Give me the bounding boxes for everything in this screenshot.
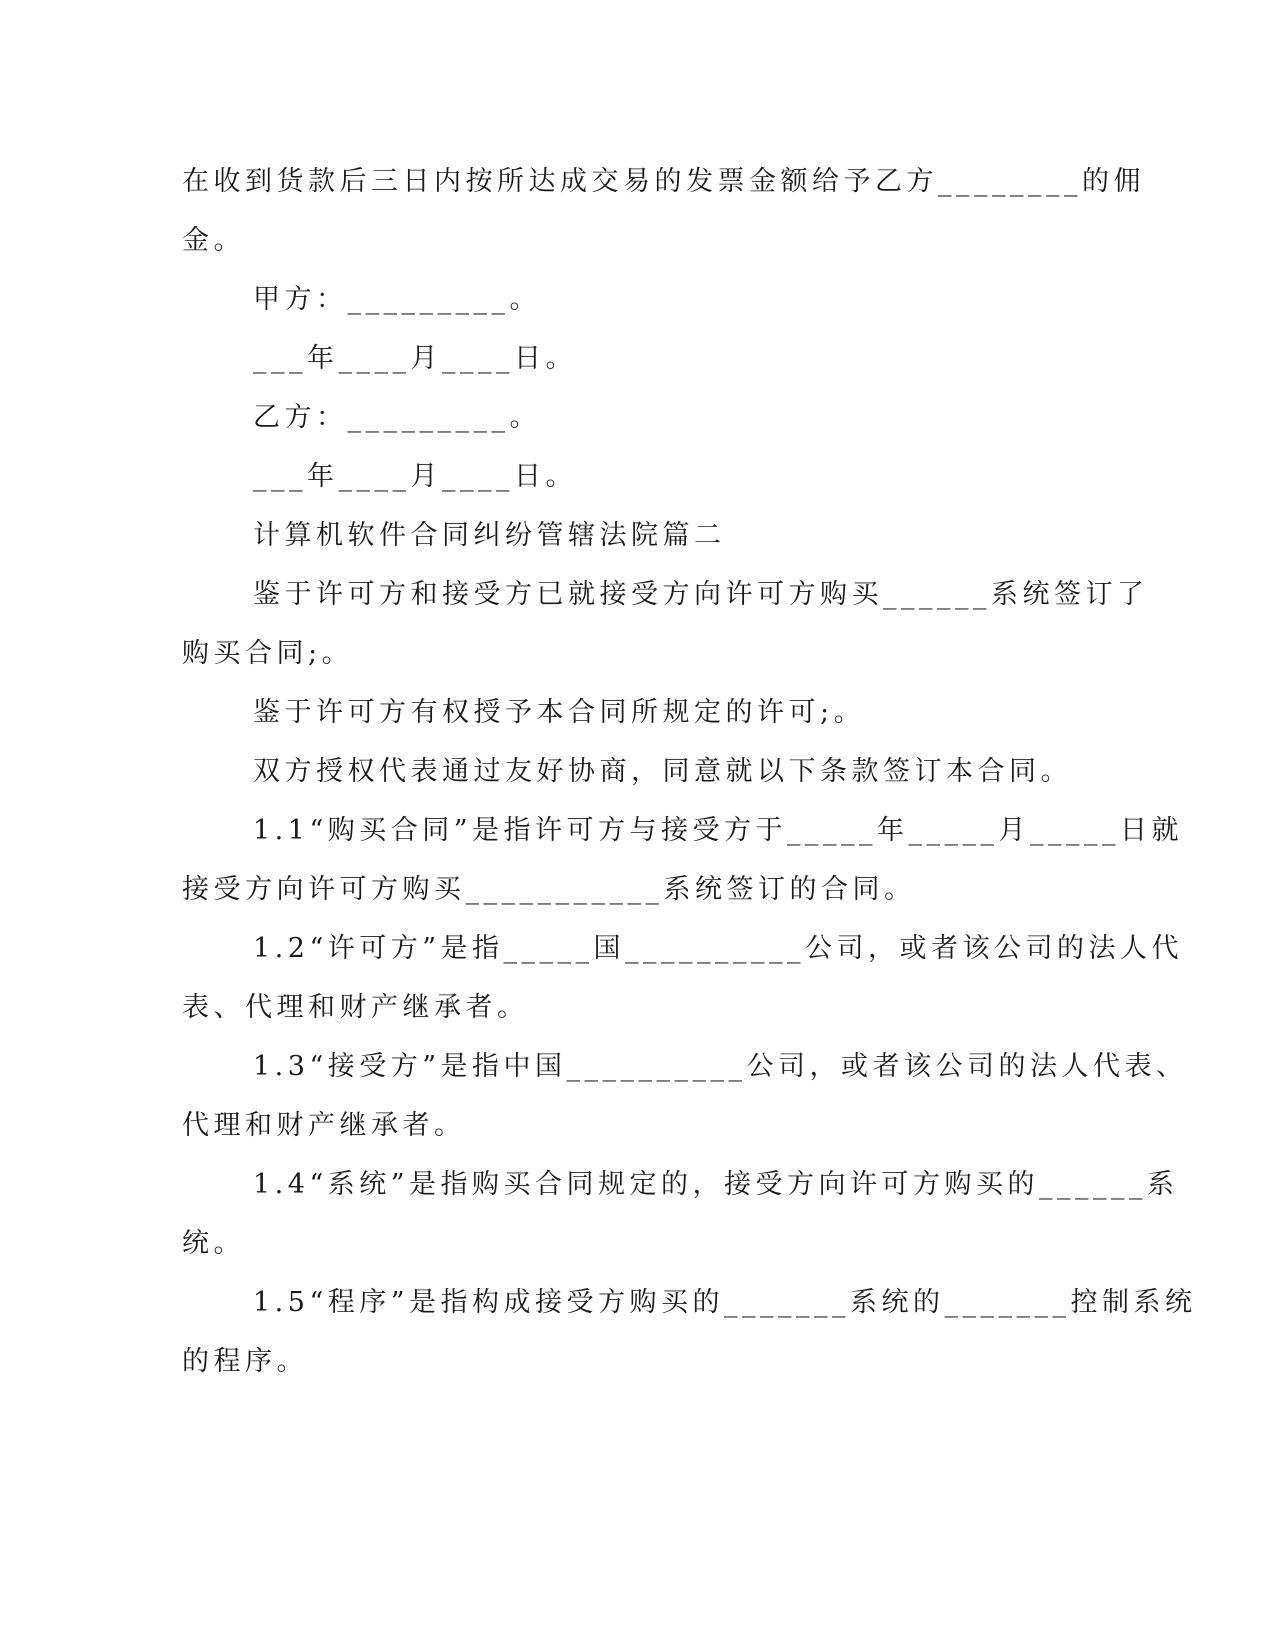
clause-1-1: 1.1“购买合同”是指许可方与接受方于_____年_____月_____日就 — [253, 815, 1184, 846]
text-line: 鉴于许可方有权授予本合同所规定的许可;。 — [253, 697, 866, 728]
clause-1-2: 1.2“许可方”是指_____国__________公司，或者该公司的法人代 — [253, 933, 1184, 964]
party-b-signature-line: 乙方：_________。 — [253, 402, 541, 433]
party-a-signature-line: 甲方：_________。 — [253, 284, 541, 315]
text-line: 在收到货款后三日内按所达成交易的发票金额给予乙方________的佣 — [182, 166, 1145, 197]
text-line: 购买合同;。 — [182, 638, 354, 669]
clause-1-4: 1.4“系统”是指购买合同规定的，接受方向许可方购买的______系 — [253, 1169, 1179, 1200]
text-line: 接受方向许可方购买___________系统签订的合同。 — [182, 874, 916, 905]
text-line: 的程序。 — [182, 1346, 308, 1377]
clause-1-5: 1.5“程序”是指构成接受方购买的_______系统的_______控制系统 — [253, 1287, 1197, 1318]
text-line: 鉴于许可方和接受方已就接受方向许可方购买______系统签订了 — [253, 579, 1149, 610]
party-a-date-line: ___年____月____日。 — [253, 343, 577, 374]
clause-1-3: 1.3“接受方”是指中国__________公司，或者该公司的法人代表、 — [253, 1051, 1188, 1082]
text-line: 代理和财产继承者。 — [182, 1110, 466, 1141]
section-heading: 计算机软件合同纠纷管辖法院篇二 — [253, 520, 726, 551]
text-line: 金。 — [182, 225, 245, 256]
text-line: 双方授权代表通过友好协商，同意就以下条款签订本合同。 — [253, 756, 1072, 787]
party-b-date-line: ___年____月____日。 — [253, 461, 577, 492]
text-line: 统。 — [182, 1228, 245, 1259]
text-line: 表、代理和财产继承者。 — [182, 992, 529, 1023]
